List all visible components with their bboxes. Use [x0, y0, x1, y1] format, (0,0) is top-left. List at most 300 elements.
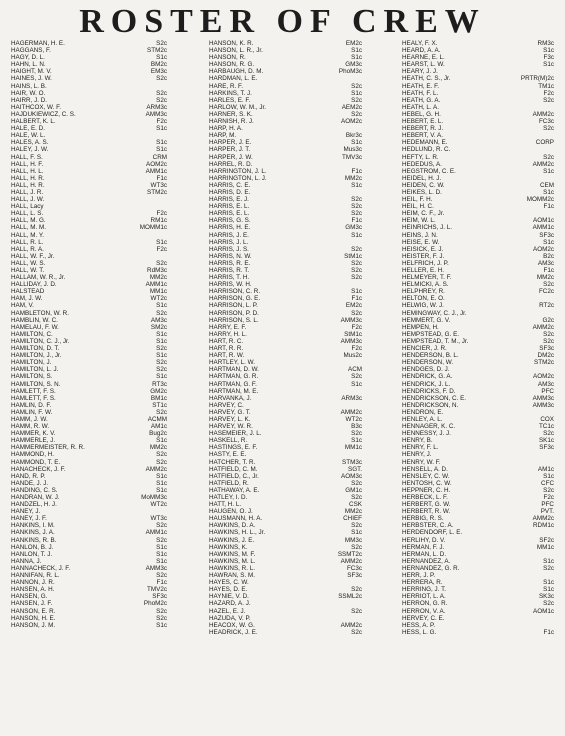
roster-entry: [402, 189, 554, 196]
crew-rate: AMM1c: [145, 167, 167, 175]
crew-rate: WT3c: [150, 515, 167, 523]
crew-name: HEARST, L. W.: [402, 61, 445, 69]
roster-entry: [11, 522, 167, 529]
roster-entry: [402, 586, 554, 593]
roster-entry: [209, 40, 362, 47]
crew-name: HERVEY, C. E.: [402, 614, 445, 622]
crew-rate: S1c: [156, 330, 167, 338]
crew-name: HELMICKI, A. S.: [402, 281, 449, 289]
crew-rate: AOM2c: [533, 373, 554, 381]
crew-rate: F1c: [156, 174, 167, 182]
roster-entry: [402, 522, 554, 529]
crew-rate: S2c: [156, 522, 167, 530]
crew-name: HESS, A. P.: [402, 621, 436, 629]
crew-name: HANLON, B. J.: [11, 543, 54, 551]
roster-entry: [11, 359, 167, 366]
roster-entry: [209, 232, 362, 239]
roster-entry: [402, 388, 554, 395]
crew-rate: S1c: [351, 139, 362, 147]
crew-name: HAYES, D. E.: [209, 586, 248, 594]
crew-rate: S2c: [351, 479, 362, 487]
crew-rate: STM2c: [147, 188, 167, 196]
crew-name: HALBERT, K. L.: [11, 118, 56, 126]
roster-entry: [209, 288, 362, 295]
crew-rate: Mus3c: [343, 146, 362, 154]
roster-entry: [209, 466, 362, 473]
roster-entry: [209, 345, 362, 352]
crew-name: HAINS, L. B.: [11, 82, 47, 90]
crew-name: HENTOSH, C. W.: [402, 479, 452, 487]
roster-entry: [11, 111, 167, 118]
roster-entry: [209, 501, 362, 508]
crew-name: HANNA, J.: [11, 557, 42, 565]
roster-entry: [402, 267, 554, 274]
roster-entry: [402, 83, 554, 90]
crew-name: HARRIS, N. W.: [209, 252, 252, 260]
crew-name: HARVEY, W. R.: [209, 423, 253, 431]
crew-name: HEBEL, G. H.: [402, 110, 441, 118]
roster-entry: [11, 246, 167, 253]
crew-rate: S1c: [156, 302, 167, 310]
crew-name: HALL, H. F.: [11, 160, 44, 168]
roster-entry: [209, 182, 362, 189]
crew-rate: S1c: [351, 231, 362, 239]
crew-name: HAWKINS, J. E.: [209, 536, 255, 544]
crew-name: HERMAN, F. J.: [402, 543, 445, 551]
crew-name: HART, R. R.: [209, 345, 244, 353]
crew-rate: MM3c: [344, 536, 362, 544]
roster-entry: [209, 239, 362, 246]
crew-rate: S2c: [156, 75, 167, 83]
crew-name: HAHN, L. N.: [11, 61, 46, 69]
crew-rate: S2c: [156, 96, 167, 104]
crew-rate: F2c: [543, 89, 554, 97]
crew-name: HAMILTON, S.: [11, 373, 53, 381]
crew-name: HERRERA, R.: [402, 579, 443, 587]
roster-entry: [402, 182, 554, 189]
crew-rate: STM2c: [534, 359, 554, 367]
roster-entry: [11, 189, 167, 196]
roster-entry: [11, 118, 167, 125]
roster-entry: [209, 331, 362, 338]
roster-entry: [402, 175, 554, 182]
roster-entry: [11, 459, 167, 466]
roster-entry: [11, 615, 167, 622]
roster-entry: [11, 317, 167, 324]
crew-name: HAMMOND, H.: [11, 451, 55, 459]
crew-name: HEMPSTEAD, T. M., Jr.: [402, 337, 469, 345]
crew-name: HANDRAN, W. J.: [11, 494, 60, 501]
crew-rate: S1c: [351, 529, 362, 537]
crew-name: HALL, R. L.: [11, 238, 44, 246]
roster-entry: [11, 47, 167, 54]
roster-entry: [402, 373, 554, 380]
crew-name: HARNISH, R. J.: [209, 118, 254, 126]
crew-rate: S1c: [543, 167, 554, 175]
crew-rate: STM3c: [342, 458, 362, 466]
crew-name: HEBERT, R. J.: [402, 125, 444, 133]
crew-name: HATCHER, T. R.: [209, 458, 256, 466]
crew-name: HAZEL, E. J.: [209, 607, 246, 615]
crew-rate: S2c: [351, 210, 362, 218]
crew-name: HEMINGWAY, C. J., Jr.: [402, 309, 467, 317]
roster-entry: [402, 111, 554, 118]
crew-name: HARREL, R. D.: [209, 160, 253, 168]
crew-name: HALL, H. L.: [11, 167, 44, 175]
crew-rate: S2c: [156, 40, 167, 47]
crew-rate: S2c: [351, 543, 362, 551]
crew-name: HEDLUND, R. C.: [402, 146, 451, 154]
roster-entry: [209, 161, 362, 168]
crew-name: HASTY, E. E.: [209, 451, 247, 459]
roster-entry: [209, 139, 362, 146]
crew-rate: MM2c: [536, 274, 554, 282]
crew-rate: S2c: [156, 536, 167, 544]
crew-rate: MM1c: [149, 288, 167, 296]
crew-rate: AOM2c: [533, 245, 554, 253]
roster-entry: [209, 196, 362, 203]
crew-rate: MM2c: [149, 274, 167, 282]
roster-entry: [402, 104, 554, 111]
roster-entry: [402, 494, 554, 501]
crew-rate: AMM2c: [340, 557, 362, 565]
roster-entry: [11, 75, 167, 82]
crew-name: HALL, L. S.: [11, 210, 44, 218]
crew-name: HENDRICK, G. A.: [402, 373, 453, 381]
roster-entry: [402, 579, 554, 586]
roster-entry: [209, 68, 362, 75]
crew-rate: SF3c: [152, 593, 167, 601]
crew-name: HAMILTON, L. J.: [11, 366, 59, 374]
crew-rate: S2c: [156, 408, 167, 416]
crew-name: HALL, Lacy: [11, 203, 44, 211]
crew-name: HENRY, B.: [402, 437, 433, 445]
crew-name: HAYES, C. W.: [209, 579, 249, 587]
crew-rate: AMM2c: [145, 465, 167, 473]
crew-rate: S2c: [351, 309, 362, 317]
crew-rate: G2c: [542, 316, 554, 324]
crew-rate: S2c: [351, 259, 362, 267]
crew-rate: S1c: [156, 125, 167, 133]
crew-name: HERRON, G. R.: [402, 600, 448, 608]
roster-entry: [402, 565, 554, 572]
crew-rate: MM2c: [344, 174, 362, 182]
crew-name: HANSON, E. R.: [11, 607, 56, 615]
crew-name: HAMM, R. W.: [11, 423, 50, 431]
crew-name: HAMLETT, F. S.: [11, 387, 56, 395]
crew-name: HART, R. C.: [209, 337, 244, 345]
crew-name: HEATH, L. A.: [402, 103, 439, 111]
crew-name: HARTMAN, D. W.: [209, 366, 259, 374]
roster-entry: [209, 111, 362, 118]
crew-name: HALE, E. D.: [11, 125, 45, 133]
roster-entry: [402, 302, 554, 309]
crew-rate: S1c: [156, 146, 167, 154]
crew-name: HANSON, J. M.: [11, 621, 56, 629]
crew-name: HALE, W. L.: [11, 132, 46, 140]
crew-name: HASKELL, R.: [209, 437, 248, 445]
crew-rate: SF2c: [539, 536, 554, 544]
crew-name: HEDEMANN, E.: [402, 139, 448, 147]
crew-rate: PVT.: [540, 508, 554, 516]
crew-rate: S1c: [156, 337, 167, 345]
roster-entry: [11, 416, 167, 423]
crew-rate: S2c: [351, 628, 362, 636]
crew-rate: AMM3c: [532, 394, 554, 402]
roster-entry: [209, 586, 362, 593]
crew-rate: S2c: [351, 96, 362, 104]
crew-rate: SF3c: [539, 444, 554, 452]
crew-name: HARRIS, E. L.: [209, 210, 250, 218]
crew-rate: F1c: [351, 167, 362, 175]
crew-name: HARVEY, C.: [209, 401, 244, 409]
crew-rate: AMM2c: [532, 110, 554, 118]
roster-entry: [402, 459, 554, 466]
roster-entry: [402, 381, 554, 388]
roster-entry: [402, 146, 554, 153]
roster-entry: [11, 451, 167, 458]
roster-entry: [11, 224, 167, 231]
crew-name: HARP, M.: [209, 132, 237, 140]
roster-entry: [11, 508, 167, 515]
crew-rate: S2c: [351, 373, 362, 381]
crew-name: HAND, R. P.: [11, 472, 46, 480]
crew-name: HELFRICH, J. P.: [402, 259, 449, 267]
roster-entry: [11, 90, 167, 97]
roster-entry: [402, 224, 554, 231]
crew-rate: CFC: [541, 479, 554, 487]
crew-rate: S1c: [156, 550, 167, 558]
crew-rate: S2c: [543, 337, 554, 345]
roster-entry: [11, 487, 167, 494]
crew-name: HEBERT, V. A.: [402, 132, 443, 140]
crew-name: HERRING, J. T.: [402, 586, 446, 594]
crew-rate: S2c: [543, 125, 554, 133]
crew-rate: AOM1c: [533, 217, 554, 225]
roster-entry: [402, 608, 554, 615]
crew-name: HAMILTON, J., Jr.: [11, 352, 62, 360]
roster-entry: [209, 416, 362, 423]
crew-rate: S1c: [543, 47, 554, 55]
crew-name: HEISE, E. W.: [402, 238, 440, 246]
crew-name: HAINES, J. W.: [11, 75, 52, 83]
crew-name: HANSEN, G.: [11, 593, 48, 601]
crew-name: HALEY, J. W.: [11, 146, 49, 154]
roster-entry: [402, 480, 554, 487]
crew-name: HEATH, E. F.: [402, 82, 439, 90]
crew-name: HARRISON, L. P.: [209, 302, 258, 310]
crew-name: HALL, R. A.: [11, 245, 44, 253]
roster-entry: [209, 565, 362, 572]
crew-rate: S2c: [156, 572, 167, 580]
crew-rate: DM2c: [537, 352, 554, 360]
crew-name: HEMPSTEAD, G. E.: [402, 330, 460, 338]
roster-entry: [11, 466, 167, 473]
crew-name: HAMBLETON, W. R.: [11, 309, 69, 317]
crew-rate: S1c: [543, 557, 554, 565]
crew-name: HARRIS, J. L.: [209, 238, 249, 246]
crew-name: HAUSMANN, H. A.: [209, 515, 263, 523]
crew-name: HEIDEN, C. W.: [402, 181, 445, 189]
crew-name: HENSLEY, C. W.: [402, 472, 450, 480]
crew-name: HARTMAN, G. F.: [209, 380, 257, 388]
roster-entry: [209, 529, 362, 536]
roster-entry: [402, 437, 554, 444]
crew-rate: WT2c: [345, 415, 362, 423]
crew-rate: S2c: [351, 586, 362, 594]
crew-name: HENRY, W. F.: [402, 458, 441, 466]
crew-name: HAMLETT, F. S.: [11, 394, 56, 402]
crew-rate: AM1c: [150, 423, 167, 431]
crew-name: HAJDUKIEWICZ, C. S.: [11, 110, 76, 118]
crew-rate: SK1c: [538, 437, 554, 445]
roster-entry: [11, 253, 167, 260]
roster-entry: [209, 224, 362, 231]
crew-rate: S2c: [543, 430, 554, 438]
crew-name: HARVANKA, J.: [209, 394, 252, 402]
roster-entry: [209, 508, 362, 515]
crew-name: HAMMOND, T. E.: [11, 458, 61, 466]
crew-name: HALSTEAD: [11, 288, 45, 296]
roster-entry: [402, 125, 554, 132]
crew-rate: F2c: [156, 210, 167, 218]
roster-entry: [209, 97, 362, 104]
crew-name: HARRIS, D. E.: [209, 188, 251, 196]
crew-rate: BM2c: [150, 61, 167, 69]
crew-name: HATFIELD, R.: [209, 479, 249, 487]
crew-name: HANDE, J. J.: [11, 479, 49, 487]
crew-name: HEARNE, E. L.: [402, 54, 445, 62]
roster-entry: [11, 232, 167, 239]
roster-entry: [11, 104, 167, 111]
crew-rate: S1c: [156, 557, 167, 565]
crew-name: HARPER, J. E.: [209, 139, 252, 147]
roster-entry: [11, 168, 167, 175]
roster-entry: [11, 274, 167, 281]
crew-name: HALL, W. S.: [11, 259, 46, 267]
crew-name: HANSON, K. R.: [209, 40, 254, 47]
roster-entry: [11, 579, 167, 586]
roster-entry: [209, 366, 362, 373]
crew-name: HEATH, F. L.: [402, 89, 439, 97]
roster-entry: [209, 125, 362, 132]
roster-entry: [209, 118, 362, 125]
roster-entry: [402, 416, 554, 423]
crew-name: HARRIS, R. T.: [209, 267, 250, 274]
crew-name: HENNESSY, J. J.: [402, 430, 451, 438]
crew-rate: S2c: [543, 564, 554, 572]
roster-entry: [209, 146, 362, 153]
crew-rate: RM1c: [150, 217, 167, 225]
crew-rate: StM1c: [344, 252, 362, 260]
roster-entry: [11, 437, 167, 444]
crew-rate: TMV3c: [342, 153, 362, 161]
crew-name: HATFIELD, C. M.: [209, 465, 258, 473]
crew-rate: MM1c: [536, 543, 554, 551]
roster-entry: [209, 352, 362, 359]
roster-entry: [11, 83, 167, 90]
crew-rate: S1c: [156, 543, 167, 551]
roster-entry: [209, 359, 362, 366]
roster-entry: [402, 132, 554, 139]
roster-entry: [11, 324, 167, 331]
roster-entry: [11, 444, 167, 451]
roster-entry: [11, 182, 167, 189]
crew-name: HAMMER, K. V.: [11, 430, 56, 438]
roster-entry: [11, 593, 167, 600]
roster-entry: [402, 395, 554, 402]
roster-entry: [11, 54, 167, 61]
roster-entry: [209, 90, 362, 97]
crew-name: HEIL, F. H.: [402, 196, 433, 204]
roster-entry: [11, 395, 167, 402]
crew-name: HEINS, J. N.: [402, 231, 438, 239]
crew-rate: SGT.: [348, 465, 362, 473]
roster-entry: [11, 125, 167, 132]
roster-entry: [209, 274, 362, 281]
crew-rate: RDM1c: [533, 522, 554, 530]
roster-entry: [11, 565, 167, 572]
crew-name: HAMILTON, C. J., Jr.: [11, 337, 70, 345]
roster-entry: [402, 430, 554, 437]
crew-name: HARRIS, J. S.: [209, 245, 249, 253]
roster-entry: [402, 409, 554, 416]
roster-entry: [11, 558, 167, 565]
roster-entry: [11, 239, 167, 246]
crew-name: HERBERT, R. W.: [402, 508, 451, 516]
crew-rate: S1c: [543, 472, 554, 480]
roster-entry: [209, 338, 362, 345]
crew-name: HAMILTON, J.: [11, 359, 52, 367]
crew-rate: S1c: [156, 352, 167, 360]
crew-name: HAWRAN, S. M.: [209, 572, 255, 580]
crew-rate: MoMM3c: [141, 494, 167, 501]
roster-entry: [209, 54, 362, 61]
crew-rate: S1c: [156, 54, 167, 62]
crew-name: HERBIG, R. S.: [402, 515, 444, 523]
crew-name: HEARY, J. J.: [402, 68, 438, 76]
crew-rate: F1c: [543, 628, 554, 636]
crew-rate: SF3c: [539, 345, 554, 353]
crew-rate: MM1c: [344, 444, 362, 452]
roster-entry: [402, 572, 554, 579]
crew-name: HESS, L. G.: [402, 628, 437, 636]
crew-rate: MOMM2c: [526, 196, 554, 204]
crew-name: HENSELL, A. D.: [402, 465, 448, 473]
crew-rate: EM2c: [345, 40, 362, 47]
crew-rate: F1c: [351, 295, 362, 303]
roster-entry: [209, 295, 362, 302]
crew-name: HARTMAN, M. E.: [209, 387, 259, 395]
crew-name: HERLIHY, D. V.: [402, 536, 446, 544]
roster-entry: [209, 608, 362, 615]
crew-rate: S1c: [351, 89, 362, 97]
roster-entry: [402, 196, 554, 203]
crew-rate: CORP: [535, 139, 554, 147]
crew-rate: WT2c: [150, 295, 167, 303]
roster-entry: [402, 203, 554, 210]
roster-entry: [209, 473, 362, 480]
roster-entry: [209, 388, 362, 395]
crew-name: HENRY, J.: [402, 451, 432, 459]
crew-rate: S2c: [543, 153, 554, 161]
crew-name: HAITHCOX, W. F.: [11, 103, 62, 111]
crew-rate: PhoM3c: [338, 68, 362, 76]
crew-name: HERNANDEZ, G. R.: [402, 564, 460, 572]
roster-entry: [11, 352, 167, 359]
crew-rate: S1c: [351, 47, 362, 55]
crew-name: HARRIS, W. H.: [209, 281, 252, 289]
